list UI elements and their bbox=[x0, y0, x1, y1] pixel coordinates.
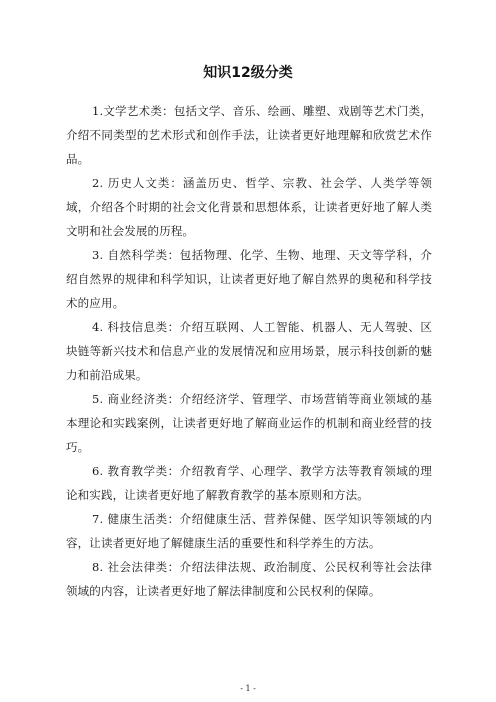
paragraph-literature-art: 1.文学艺术类：包括文学、音乐、绘画、雕塑、戏剧等艺术门类，介绍不同类型的艺术形式和创作手法，让读者更好地理解和欣赏艺术作品。 bbox=[66, 104, 432, 166]
page-number: - 1 - bbox=[240, 684, 256, 693]
paragraph-history-humanities: 2. 历史人文类：涵盖历史、哲学、宗教、社会学、人类学等领域，介绍各个时期的社会文化背景和思想体系，让读者更好地了解人类文明和社会发展的历程。 bbox=[66, 176, 432, 238]
page-title: 知识12级分类 bbox=[203, 65, 293, 81]
paragraph-health-life: 7. 健康生活类：介绍健康生活、营养保健、医学知识等领域的内容，让读者更好地了解健康生活的重要性和科学养生的方法。 bbox=[66, 512, 432, 550]
paragraph-society-law: 8. 社会法律类：介绍法律法规、政治制度、公民权利等社会法律领域的内容，让读者更好地了解法律制度和公民权利的保障。 bbox=[66, 560, 432, 598]
paragraph-education-teaching: 6. 教育教学类：介绍教育学、心理学、教学方法等教育领域的理论和实践，让读者更好地了解教育教学的基本原则和方法。 bbox=[66, 464, 432, 502]
paragraph-natural-science: 3. 自然科学类：包括物理、化学、生物、地理、天文等学科，介绍自然界的规律和科学知识，让读者更好地了解自然界的奥秘和科学技术的应用。 bbox=[66, 248, 432, 310]
paragraph-technology-information: 4. 科技信息类：介绍互联网、人工智能、机器人、无人驾驶、区块链等新兴技术和信息产业的发展情况和应用场景，展示科技创新的魅力和前沿成果。 bbox=[66, 320, 432, 382]
paragraph-business-economics: 5. 商业经济类：介绍经济学、管理学、市场营销等商业领域的基本理论和实践案例，让读者更好地了解商业运作的机制和商业经营的技巧。 bbox=[66, 392, 432, 454]
document-body bbox=[66, 99, 432, 603]
